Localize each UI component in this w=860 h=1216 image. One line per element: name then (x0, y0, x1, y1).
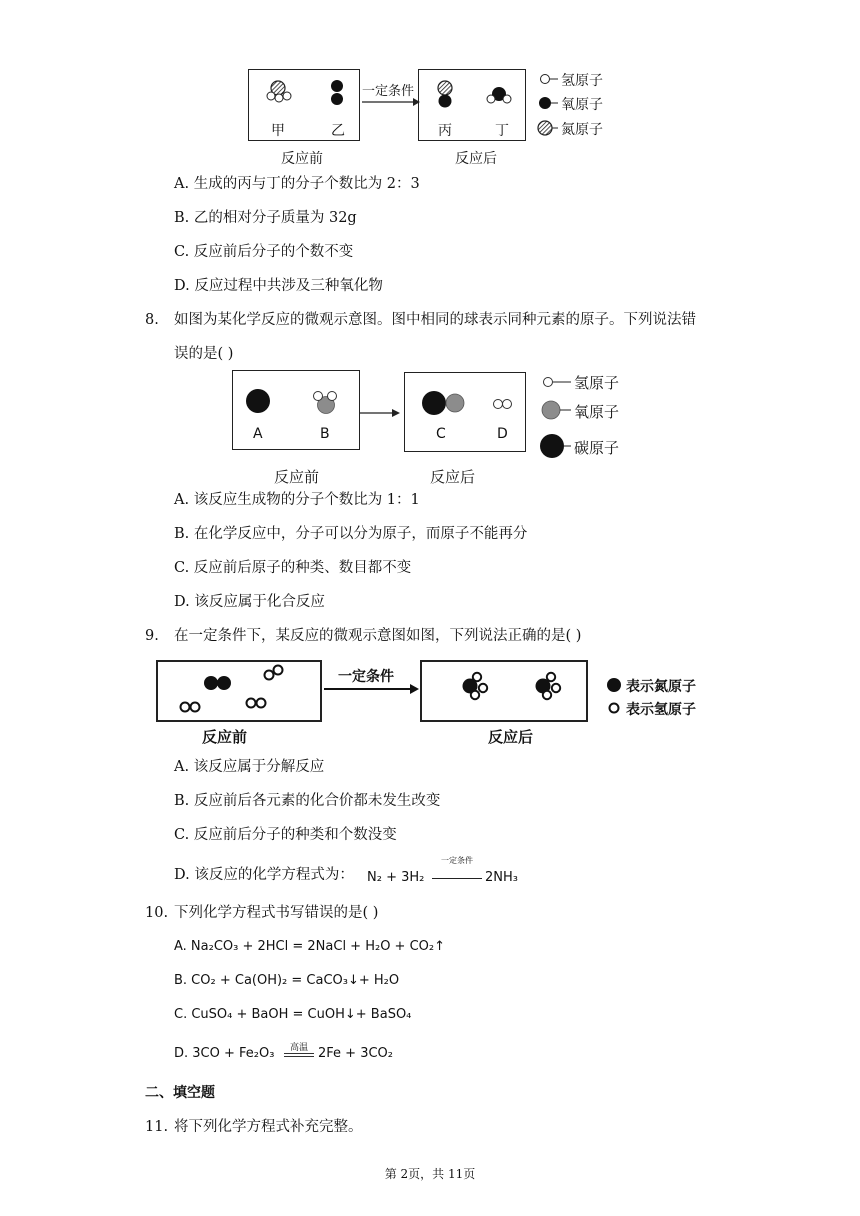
q9-number: 9. (145, 628, 159, 644)
q8-caption-before: 反应前 (274, 468, 320, 486)
q8-label-a: A (253, 426, 263, 442)
q7-option-b: B. 乙的相对分子质量为 32g (174, 210, 357, 226)
q7-diagram (245, 66, 625, 166)
section-title: 二、填空题 (145, 1085, 215, 1101)
q9-legend-n-symbol (607, 678, 621, 692)
page-footer: 第 2页，共 11页 (384, 1167, 476, 1181)
q9-caption-after: 反应后 (488, 728, 534, 746)
q10-option-d-right: 2Fe + 3CO₂ (318, 1046, 393, 1061)
q10-option-b: B. CO₂ + Ca(OH)₂ = CaCO₃↓+ H₂O (174, 973, 400, 988)
q9-option-b: B. 反应前后各元素的化合价都未发生改变 (174, 793, 441, 809)
q9-option-d-eq-left: N₂ + 3H₂ (367, 870, 425, 885)
q9-option-a: A. 该反应属于分解反应 (174, 759, 325, 775)
q7-molecule-yi (331, 80, 343, 105)
q10-option-d-condition: 高温 (289, 1043, 308, 1053)
q10-option-d-bar (284, 1053, 314, 1057)
q9-option-d-eq-bar (432, 878, 482, 879)
q8-label-d: D (497, 426, 508, 442)
q11-text: 将下列化学方程式补充完整。 (174, 1119, 363, 1135)
q7-label-bing: 丙 (438, 123, 452, 139)
q7-legend-o: 氧原子 (561, 97, 603, 113)
q8-legend-c: 碳原子 (574, 439, 620, 457)
q8-number: 8. (145, 312, 159, 328)
q9-legend-h: 表示氢原子 (626, 702, 696, 718)
q8-text-line1: 如图为某化学反应的微观示意图。图中相同的球表示同种元素的原子。下列说法错 (174, 312, 696, 328)
q8-diagram (230, 368, 650, 488)
q7-arrow-text: 一定条件 (362, 84, 415, 99)
q9-option-c: C. 反应前后分子的种类和个数没变 (174, 827, 397, 843)
q8-option-a: A. 该反应生成物的分子个数比为 1：1 (174, 492, 420, 508)
q9-caption-before: 反应前 (202, 728, 248, 746)
q8-option-d: D. 该反应属于化合反应 (174, 594, 325, 610)
q10-option-d-left: D. 3CO + Fe₂O₃ (174, 1046, 275, 1061)
q9-molecule-nh3-1 (463, 673, 488, 699)
q7-molecule-jia (267, 81, 291, 102)
q7-molecule-bing (438, 81, 452, 108)
q8-legend-h: 氢原子 (574, 374, 620, 392)
q7-legend-n: 氮原子 (561, 122, 603, 138)
q8-molecule-a (246, 389, 270, 413)
q8-molecule-d (494, 400, 512, 409)
q9-legend-h-symbol (610, 704, 619, 713)
q10-number: 10. (145, 905, 169, 921)
q7-legend-symbols (538, 75, 558, 136)
q8-label-b: B (320, 426, 330, 442)
q9-molecule-nh3-2 (536, 673, 561, 699)
q9-molecule-h2-1 (181, 703, 200, 712)
q8-caption-after: 反应后 (430, 468, 476, 486)
q9-option-d-prefix: D. 该反应的化学方程式为： (174, 867, 354, 883)
q8-molecule-c (422, 391, 464, 415)
q11-number: 11. (145, 1119, 169, 1135)
q9-text: 在一定条件下，某反应的微观示意图如图，下列说法正确的是( ) (174, 628, 582, 644)
q9-molecule-h2-3 (265, 666, 283, 680)
q9-diagram (152, 656, 712, 748)
q9-legend-n: 表示氮原子 (626, 679, 696, 695)
q8-legend-symbols (540, 378, 571, 459)
q8-option-b: B. 在化学反应中，分子可以分为原子，而原子不能再分 (174, 526, 528, 542)
q9-molecule-h2-2 (247, 699, 266, 708)
q7-legend-h: 氢原子 (561, 73, 603, 89)
q10-text: 下列化学方程式书写错误的是( ) (174, 905, 379, 921)
q9-option-d-eq-right: 2NH₃ (485, 870, 518, 885)
q7-option-d: D. 反应过程中共涉及三种氧化物 (174, 278, 383, 294)
q7-molecule-ding (487, 87, 511, 103)
q8-text-line2: 误的是( ) (174, 346, 234, 362)
q7-caption-after: 反应后 (455, 151, 497, 167)
q7-label-jia: 甲 (271, 123, 285, 139)
q9-option-d (174, 865, 354, 885)
q9-molecule-n2 (204, 676, 231, 690)
q8-legend-o: 氧原子 (574, 403, 620, 421)
q9-arrow-text: 一定条件 (338, 669, 394, 685)
q7-label-ding: 丁 (495, 123, 509, 139)
q9-option-d-eq-condition: 一定条件 (441, 856, 473, 865)
q8-label-c: C (436, 426, 446, 442)
q10-option-c: C. CuSO₄ + BaOH = CuOH↓+ BaSO₄ (174, 1007, 412, 1022)
q8-molecule-b (314, 392, 337, 414)
q7-option-c: C. 反应前后分子的个数不变 (174, 244, 354, 260)
q10-option-a: A. Na₂CO₃ + 2HCl = 2NaCl + H₂O + CO₂↑ (174, 939, 446, 954)
q7-option-a: A. 生成的丙与丁的分子个数比为 2：3 (174, 176, 420, 192)
q7-label-yi: 乙 (331, 123, 345, 139)
q8-option-c: C. 反应前后原子的种类、数目都不变 (174, 560, 412, 576)
q7-caption-before: 反应前 (281, 151, 323, 167)
